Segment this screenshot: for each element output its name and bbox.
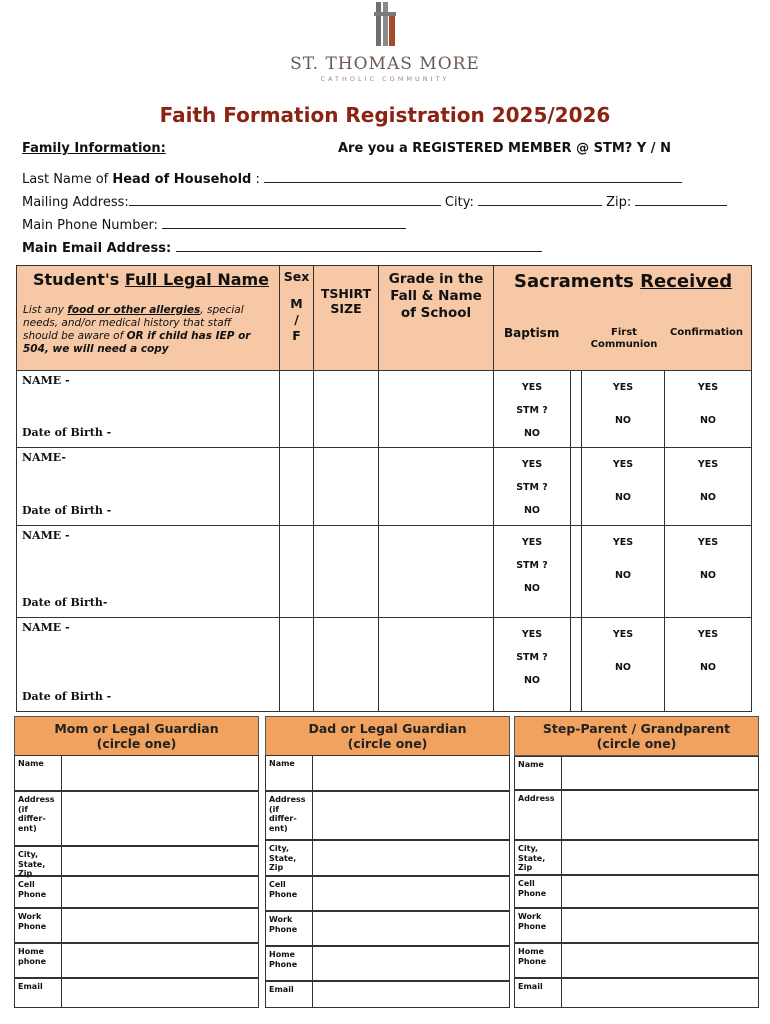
communion-no[interactable]: NO (614, 662, 632, 673)
guardian-2-field-5[interactable] (312, 911, 510, 946)
phone-field[interactable] (162, 218, 406, 229)
confirmation-no[interactable]: NO (699, 415, 717, 426)
guardian-3-label: City, State, Zip (514, 840, 562, 875)
guardian-2-label (265, 791, 313, 840)
guardian-3-field-5[interactable] (561, 908, 759, 943)
baptism-no[interactable]: NO (523, 505, 541, 516)
communion-no[interactable]: NO (614, 415, 632, 426)
baptism-no[interactable]: NO (523, 675, 541, 686)
mailing-line (22, 195, 727, 210)
city-label: City: (440, 195, 478, 210)
city-field[interactable] (478, 195, 602, 206)
address-label: Address (18, 795, 55, 804)
sacraments-heading: Sacraments Received (514, 271, 733, 292)
page-title: Faith Formation Registration 2025/2026 (159, 103, 611, 127)
guardian-2-field-2[interactable] (312, 791, 510, 840)
baptism-yes[interactable]: YES (521, 537, 543, 548)
communion-yes[interactable]: YES (612, 629, 634, 640)
registered-question[interactable]: Are you a REGISTERED MEMBER @ STM? Y / N (338, 141, 671, 156)
confirmation-label: Confirmation (670, 327, 744, 338)
communion-yes[interactable]: YES (612, 537, 634, 548)
student-name-label: NAME- (22, 451, 66, 464)
sacraments-header (493, 265, 752, 371)
student-3-sex-cell[interactable] (279, 525, 314, 618)
logo-subtitle: CATHOLIC COMMUNITY (320, 75, 450, 83)
guardian-1-label: Work Phone (14, 908, 62, 943)
guardian-3-label: Name (514, 756, 562, 790)
sex-header (279, 265, 314, 371)
baptism-label: Baptism (504, 326, 560, 340)
guardian-3-field-1[interactable] (561, 756, 759, 790)
baptism-stm[interactable]: STM ? (516, 560, 548, 571)
guardian-3-header (514, 716, 759, 756)
baptism-stm[interactable]: STM ? (516, 652, 548, 663)
guardian-1-field-4[interactable] (61, 876, 259, 908)
guardian-1-field-3[interactable] (61, 846, 259, 876)
tshirt-label: TSHIRT SIZE (320, 286, 372, 316)
student-name-label: NAME - (22, 529, 70, 542)
student-dob-label: Date of Birth - (22, 504, 112, 517)
baptism-yes[interactable]: YES (521, 459, 543, 470)
student-dob-label: Date of Birth - (22, 690, 112, 703)
student-4-sex-cell[interactable] (279, 617, 314, 712)
baptism-yes[interactable]: YES (521, 629, 543, 640)
communion-yes[interactable]: YES (612, 382, 634, 393)
student-1-grade-cell[interactable] (378, 370, 494, 448)
confirmation-yes[interactable]: YES (697, 629, 719, 640)
guardian-1-header (14, 716, 259, 756)
zip-label: Zip: (601, 195, 636, 210)
tshirt-header (313, 265, 379, 371)
guardian-2-field-4[interactable] (312, 876, 510, 911)
address-if-label: (if differ- ent) (18, 804, 46, 833)
guardian-title: Dad or Legal Guardian (308, 721, 467, 736)
guardian-1-label: Name (14, 755, 62, 791)
guardian-2-label: City, State, Zip (265, 840, 313, 876)
guardian-1-label (14, 791, 62, 846)
student-header (16, 265, 280, 371)
student-2-tshirt-cell[interactable] (313, 447, 379, 526)
communion-yes[interactable]: YES (612, 459, 634, 470)
first-communion-label: First Communion (590, 327, 658, 350)
guardian-circle-one: (circle one) (596, 736, 677, 751)
guardian-3-label: Home Phone (514, 943, 562, 978)
guardian-3-field-3[interactable] (561, 840, 759, 875)
guardian-2-label: Name (265, 755, 313, 791)
student-dob-label: Date of Birth - (22, 426, 112, 439)
guardian-3-field-6[interactable] (561, 943, 759, 978)
last-name-prefix: Last Name of (22, 172, 113, 187)
logo-name: ST. THOMAS MORE (290, 54, 480, 74)
confirmation-no[interactable]: NO (699, 492, 717, 503)
confirmation-no[interactable]: NO (699, 662, 717, 673)
confirmation-yes[interactable]: YES (697, 459, 719, 470)
logo-mark-icon (374, 2, 396, 46)
guardian-2-field-1[interactable] (312, 755, 510, 791)
guardian-2-label: Work Phone (265, 911, 313, 946)
guardian-3-field-7[interactable] (561, 978, 759, 1008)
guardian-1-label: Email (14, 978, 62, 1008)
family-heading: Family Information: (22, 141, 166, 156)
guardian-1-field-7[interactable] (61, 978, 259, 1008)
student-1-sex-cell[interactable] (279, 370, 314, 448)
guardian-2-field-7[interactable] (312, 981, 510, 1008)
communion-no[interactable]: NO (614, 570, 632, 581)
communion-no[interactable]: NO (614, 492, 632, 503)
student-name-label: NAME - (22, 374, 70, 387)
confirmation-no[interactable]: NO (699, 570, 717, 581)
student-3-tshirt-cell[interactable] (313, 525, 379, 618)
address-label: Address (269, 795, 306, 804)
guardian-2-label: Email (265, 981, 313, 1008)
guardian-1-field-1[interactable] (61, 755, 259, 791)
baptism-stm[interactable]: STM ? (516, 482, 548, 493)
confirmation-yes[interactable]: YES (697, 537, 719, 548)
sex-label: Sex (283, 269, 310, 284)
guardian-title: Mom or Legal Guardian (54, 721, 219, 736)
guardian-3-label: Email (514, 978, 562, 1008)
student-dob-label: Date of Birth- (22, 596, 108, 609)
phone-line (22, 218, 406, 233)
student-2-sex-cell[interactable] (279, 447, 314, 526)
last-name-line (22, 172, 682, 187)
guardian-2-label: Cell Phone (265, 876, 313, 911)
guardian-circle-one: (circle one) (96, 736, 177, 751)
last-name-suffix: : (251, 172, 264, 187)
guardian-3-label: Cell Phone (514, 875, 562, 908)
guardian-1-field-5[interactable] (61, 908, 259, 943)
student-3-grade-cell[interactable] (378, 525, 494, 618)
guardian-title: Step-Parent / Grandparent (542, 721, 731, 736)
guardian-1-label: Cell Phone (14, 876, 62, 908)
guardian-circle-one: (circle one) (347, 736, 428, 751)
email-field[interactable] (176, 241, 542, 252)
guardian-3-label: Work Phone (514, 908, 562, 943)
last-name-field[interactable] (264, 172, 682, 183)
guardian-2-field-3[interactable] (312, 840, 510, 876)
baptism-yes[interactable]: YES (521, 382, 543, 393)
guardian-1-field-6[interactable] (61, 943, 259, 978)
guardian-2-field-6[interactable] (312, 946, 510, 981)
guardian-2-label: Home Phone (265, 946, 313, 981)
guardian-3-field-2[interactable] (561, 790, 759, 840)
email-line (22, 241, 542, 256)
guardian-1-field-2[interactable] (61, 791, 259, 846)
guardian-1-label: Home phone (14, 943, 62, 978)
grade-label: Grade in the Fall & Name of School (388, 271, 484, 321)
last-name-bold: Head of Household (112, 172, 252, 187)
grade-header (378, 265, 494, 371)
student-heading: Student's Full Legal Name (33, 270, 270, 289)
mailing-label: Mailing Address: (22, 195, 129, 210)
student-1-tshirt-cell[interactable] (313, 370, 379, 448)
guardian-1-label: City, State, Zip (14, 846, 62, 876)
sex-options: M / F (290, 296, 303, 343)
student-4-tshirt-cell[interactable] (313, 617, 379, 712)
guardian-2-header (265, 716, 510, 756)
phone-label: Main Phone Number: (22, 218, 163, 233)
student-name-label: NAME - (22, 621, 70, 634)
baptism-no[interactable]: NO (523, 583, 541, 594)
guardian-3-field-4[interactable] (561, 875, 759, 908)
allergy-note: List any food or other allergies, special needs, and/or medical history that staff should be aware of OR if child has IEP or 504, we will need a copy (23, 304, 251, 355)
baptism-no[interactable]: NO (523, 428, 541, 439)
email-label: Main Email Address: (22, 241, 176, 256)
zip-field[interactable] (635, 195, 727, 206)
address-if-label: (if differ- ent) (269, 804, 297, 833)
confirmation-yes[interactable]: YES (697, 382, 719, 393)
mailing-field[interactable] (129, 195, 441, 206)
student-4-grade-cell[interactable] (378, 617, 494, 712)
guardian-3-label: Address (514, 790, 562, 840)
student-2-grade-cell[interactable] (378, 447, 494, 526)
baptism-stm[interactable]: STM ? (516, 405, 548, 416)
